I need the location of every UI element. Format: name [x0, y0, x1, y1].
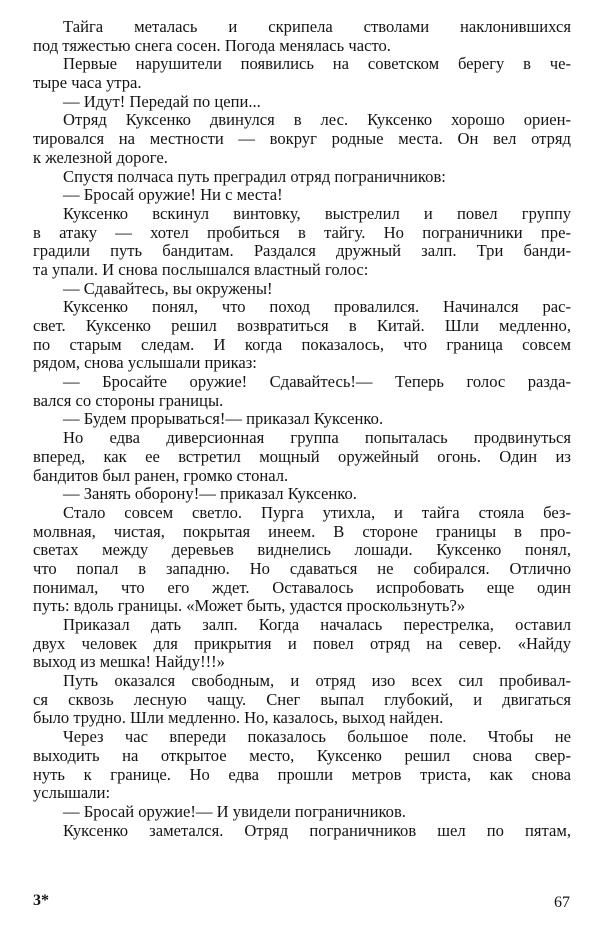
text-line: — Бросай оружие!— И увидели пограничников.	[63, 801, 406, 821]
text-line: градили путь бандитам. Раздался дружный залп. Три банди-	[33, 241, 571, 261]
text-line: Куксенко вскинул винтовку, выстрелил и повел группу	[63, 203, 571, 223]
text-line: по старым следам. И когда показалось, что граница совсем	[33, 334, 571, 354]
text-line: Приказал дать залп. Когда началась перестрелка, оставил	[63, 615, 571, 634]
text-line: Путь оказался свободным, и отряд изо всех сил пробивал-	[63, 671, 571, 691]
signature-mark: 3*	[33, 892, 49, 909]
text-line: бандитов был ранен, громко стонал.	[33, 465, 289, 485]
text-line: выходить на открытое место, Куксенко решил снова свер-	[33, 745, 571, 765]
text-line: — Бросай оружие! Ни с места!	[63, 185, 283, 205]
text-line: нуть к границе. Но едва прошли метров триста, как снова	[33, 764, 571, 784]
text-line: было трудно. Шли медленно. Но, казалось, выход найден.	[33, 708, 444, 728]
text-line: свет. Куксенко решил возвратиться в Китай. Шли медленно,	[33, 316, 571, 335]
text-line: тировался на местности — вокруг родные места. Он вел отряд	[33, 129, 571, 149]
text-line: Тайга металась и скрипела стволами наклонившихся	[63, 17, 571, 36]
text-line: светах между деревьев виднелись лошади. Куксенко понял,	[33, 540, 571, 560]
text-line: — Бросайте оружие! Сдавайтесь!— Теперь голос разда-	[63, 372, 571, 392]
text-line: услышали:	[33, 783, 111, 803]
text-line: ся сквозь лесную чащу. Снег выпал глубокий, и двигаться	[33, 689, 571, 709]
text-line: — Будем прорываться!— приказал Куксенко.	[63, 409, 384, 429]
text-line: — Занять оборону!— приказал Куксенко.	[63, 484, 357, 504]
text-line: рядом, снова услышали приказ:	[33, 353, 257, 373]
text-line: вперед, как ее встретил мощный оружейный огонь. Один из	[33, 446, 571, 466]
text-line: Куксенко заметался. Отряд пограничников шел по пятам,	[63, 820, 571, 840]
text-line: та упали. И снова послышался властный голос:	[33, 259, 369, 279]
text-line: Через час впереди показалось большое поле. Чтобы не	[63, 727, 571, 747]
text-line: — Сдавайтесь, вы окружены!	[63, 278, 273, 298]
text-line: Но едва диверсионная группа попыталась продвинуться	[63, 428, 571, 448]
text-line: выход из мешка! Найду!!!»	[33, 652, 225, 672]
text-line: Отряд Куксенко двинулся в лес. Куксенко хорошо ориен-	[63, 110, 571, 130]
page-number: 67	[554, 894, 570, 911]
text-line: Первые нарушители появились на советском берегу в че-	[63, 54, 571, 74]
text-line: — Идут! Передай по цепи...	[63, 91, 261, 111]
text-line: под тяжестью снега сосен. Погода менялась часто.	[33, 35, 391, 55]
body-text	[33, 18, 571, 840]
text-line: что попал в западню. Но сдаваться не собирался. Отлично	[33, 558, 571, 578]
text-line: двух человек для прикрытия и повел отряд на север. «Найду	[33, 633, 571, 653]
text-line: Куксенко понял, что поход провалился. Начинался рас-	[63, 297, 571, 317]
text-line: к железной дороге.	[33, 147, 168, 167]
text-line: Спустя полчаса путь преградил отряд пограничников:	[63, 166, 446, 186]
text-line: тыре часа утра.	[33, 73, 142, 93]
text-line: вался со стороны границы.	[33, 390, 224, 410]
text-line: путь: вдоль границы. «Может быть, удастся проскользнуть?»	[33, 596, 466, 616]
text-line: Стало совсем светло. Пурга утихла, и тайга стояла без-	[63, 502, 571, 522]
text-line: понимал, что его ждет. Оставалось испробовать еще один	[33, 577, 571, 597]
text-line: молвная, чистая, покрытая инеем. В стороне границы в про-	[33, 521, 571, 541]
text-line: в атаку — хотел пробиться в тайгу. Но пограничники пре-	[33, 222, 571, 242]
